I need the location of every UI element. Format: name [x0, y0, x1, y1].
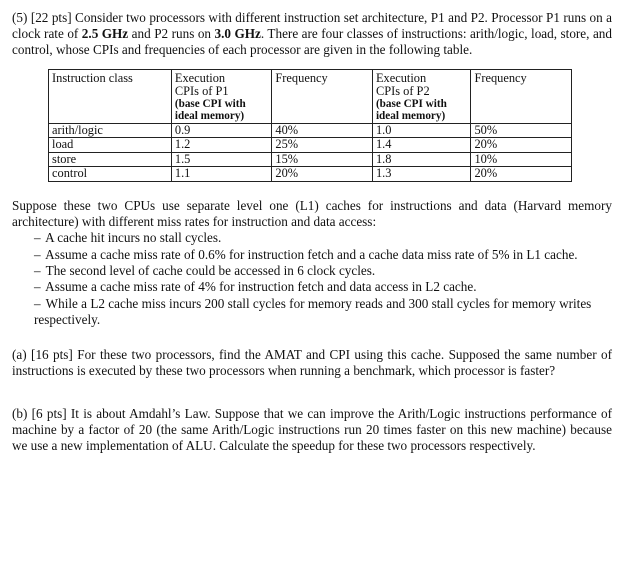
header-frequency-p2: Frequency — [471, 69, 572, 123]
list-item — [34, 296, 612, 329]
table-row-load — [49, 138, 572, 153]
cache-setup-paragraph: Suppose these two CPUs use separate level one (L1) caches for instructions and data (Harvard memory architecture) with different miss rates for instruction and data access: — [12, 197, 612, 230]
problem-intro — [12, 10, 612, 59]
dash-glyph: – — [34, 246, 41, 262]
dash-glyph: – — [34, 295, 41, 311]
cell-frequency-p1: 20% — [272, 167, 373, 182]
cell-class: arith/logic — [49, 123, 172, 138]
list-item — [34, 263, 612, 279]
problem-page — [12, 10, 612, 455]
cell-cpi-p2: 1.4 — [372, 138, 471, 153]
table-row-store — [49, 152, 572, 167]
cell-cpi-p1: 1.2 — [171, 138, 272, 153]
table-row-arith-logic — [49, 123, 572, 138]
intro-text-2: and P2 runs on — [128, 26, 215, 42]
dash-glyph: – — [34, 230, 41, 246]
table-row-control — [49, 167, 572, 182]
header-cpi-p1-line2: CPIs of P1 — [174, 83, 229, 98]
cell-cpi-p1: 1.1 — [171, 167, 272, 182]
question-a: (a) [16 pts] For these two processors, find the AMAT and CPI using this cache. Supposed the same number of instructions is executed by these two processors when running a benchmark, which processor is faster? — [12, 346, 612, 378]
cell-frequency-p1: 40% — [272, 123, 373, 138]
header-cpi-p1 — [171, 69, 272, 123]
intro-text-3: . There are four classes of instructions: arith/logic, load, store, and control, whose CPIs and frequencies of each processor are given in the following table. — [12, 26, 612, 58]
bullet-text: While a L2 cache miss incurs 200 stall cycles for memory reads and 300 stall cycles for memory writes respectively. — [34, 295, 592, 328]
cell-cpi-p2: 1.0 — [372, 123, 471, 138]
bullet-text: The second level of cache could be accessed in 6 clock cycles. — [45, 263, 376, 279]
list-item — [34, 230, 612, 246]
cell-frequency-p2: 10% — [471, 152, 572, 167]
header-frequency-p1: Frequency — [272, 69, 373, 123]
cell-class: store — [49, 152, 172, 167]
bullet-text: Assume a cache miss rate of 0.6% for instruction fetch and a cache data miss rate of 5% in L1 cache. — [45, 246, 578, 262]
cell-frequency-p1: 15% — [272, 152, 373, 167]
dash-glyph: – — [34, 279, 41, 295]
intro-text-1: (5) [22 pts] Consider two processors with different instruction set architecture, P1 and P2. Processor P1 runs on a clock rate of — [12, 10, 612, 42]
cell-cpi-p1: 1.5 — [171, 152, 272, 167]
header-cpi-p2-note1: (base CPI with — [375, 98, 447, 111]
cell-cpi-p2: 1.8 — [372, 152, 471, 167]
cpi-frequency-table — [48, 69, 572, 182]
cell-frequency-p2: 50% — [471, 123, 572, 138]
header-cpi-p1-line1: Execution — [174, 70, 226, 85]
cell-class: control — [49, 167, 172, 182]
header-cpi-p1-note1: (base CPI with — [174, 98, 246, 111]
bullet-text: A cache hit incurs no stall cycles. — [45, 230, 222, 246]
cell-frequency-p2: 20% — [471, 138, 572, 153]
header-cpi-p1-note2: ideal memory) — [174, 110, 245, 123]
header-cpi-p2-line2: CPIs of P2 — [375, 83, 430, 98]
cell-class: load — [49, 138, 172, 153]
list-item — [34, 279, 612, 295]
dash-glyph: – — [34, 263, 41, 279]
table-header-row — [49, 69, 572, 123]
cell-cpi-p1: 0.9 — [171, 123, 272, 138]
header-cpi-p2 — [372, 69, 471, 123]
header-cpi-p2-line1: Execution — [375, 70, 427, 85]
cell-cpi-p2: 1.3 — [372, 167, 471, 182]
cell-frequency-p1: 25% — [272, 138, 373, 153]
question-b: (b) [6 pts] It is about Amdahl’s Law. Suppose that we can improve the Arith/Logic instructions performance of machine by a factor of 20 (the same Arith/Logic instructions run 20 times faster on this new machine) because we use a new implementation of ALU. Calculate the speedup for these two processors respectively. — [12, 406, 612, 454]
p2-clock-rate: 3.0 GHz — [214, 26, 261, 42]
bullet-text: Assume a cache miss rate of 4% for instruction fetch and data access in L2 cache. — [45, 279, 477, 295]
header-instruction-class: Instruction class — [49, 69, 172, 123]
p1-clock-rate: 2.5 GHz — [81, 26, 129, 42]
list-item — [34, 247, 612, 263]
cell-frequency-p2: 20% — [471, 167, 572, 182]
cache-assumption-list — [34, 230, 612, 328]
header-cpi-p2-note2: ideal memory) — [375, 110, 446, 123]
